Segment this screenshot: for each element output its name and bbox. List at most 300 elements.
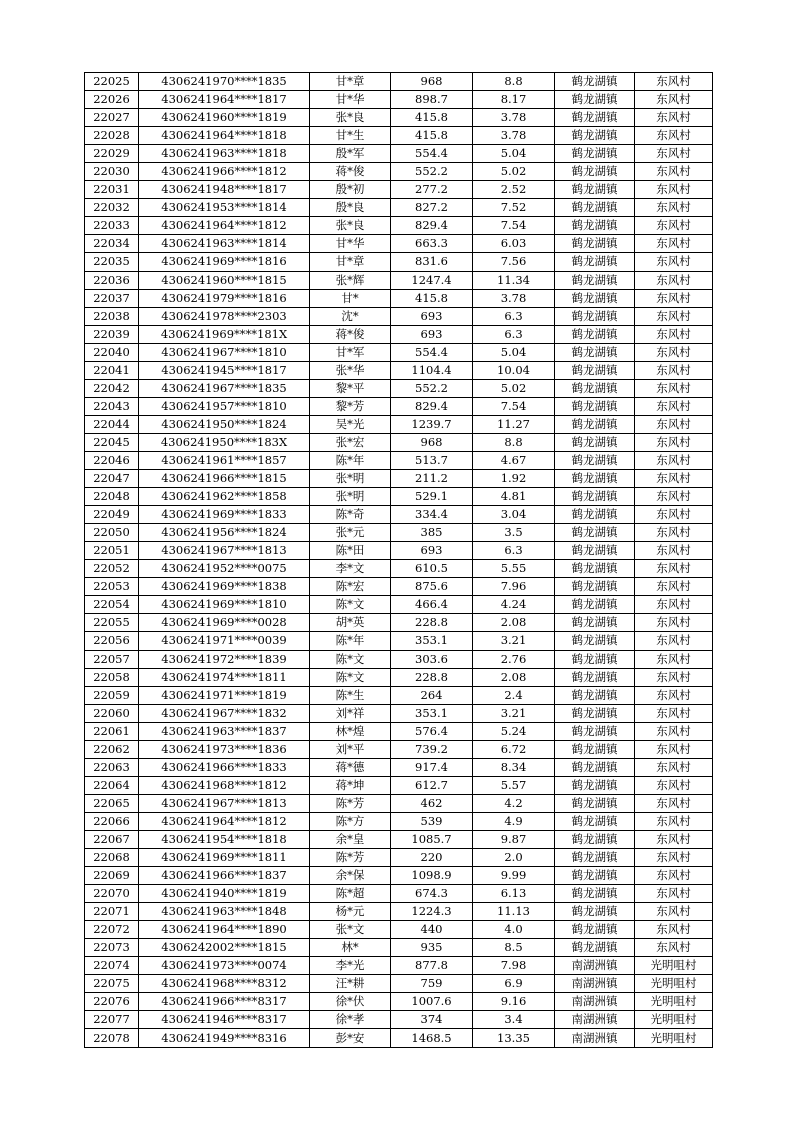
id-number-cell: 4306241968****1812 xyxy=(139,776,310,794)
town-cell: 鹤龙湖镇 xyxy=(555,181,635,199)
id-number-cell: 4306241967****1810 xyxy=(139,343,310,361)
id-number-cell: 4306241945****1817 xyxy=(139,361,310,379)
village-cell: 东风村 xyxy=(635,632,713,650)
town-cell: 鹤龙湖镇 xyxy=(555,253,635,271)
town-cell: 鹤龙湖镇 xyxy=(555,849,635,867)
name-cell: 陈*宏 xyxy=(310,578,391,596)
table-row xyxy=(85,903,713,921)
row-number-cell: 22050 xyxy=(85,524,139,542)
row-number-cell: 22038 xyxy=(85,307,139,325)
area-cell: 7.54 xyxy=(473,397,555,415)
id-number-cell: 4306241973****0074 xyxy=(139,957,310,975)
amount-cell: 829.4 xyxy=(391,217,473,235)
table-row xyxy=(85,397,713,415)
area-cell: 8.8 xyxy=(473,73,555,91)
row-number-cell: 22048 xyxy=(85,488,139,506)
amount-cell: 462 xyxy=(391,794,473,812)
village-cell: 东风村 xyxy=(635,91,713,109)
table-row xyxy=(85,181,713,199)
area-cell: 3.4 xyxy=(473,1011,555,1029)
village-cell: 东风村 xyxy=(635,939,713,957)
amount-cell: 1104.4 xyxy=(391,361,473,379)
id-number-cell: 4306241948****1817 xyxy=(139,181,310,199)
row-number-cell: 22025 xyxy=(85,73,139,91)
amount-cell: 1468.5 xyxy=(391,1029,473,1047)
amount-cell: 554.4 xyxy=(391,145,473,163)
amount-cell: 917.4 xyxy=(391,758,473,776)
village-cell: 东风村 xyxy=(635,921,713,939)
table-row xyxy=(85,524,713,542)
name-cell: 沈* xyxy=(310,307,391,325)
name-cell: 张*华 xyxy=(310,361,391,379)
amount-cell: 353.1 xyxy=(391,704,473,722)
area-cell: 13.35 xyxy=(473,1029,555,1047)
amount-cell: 529.1 xyxy=(391,488,473,506)
village-cell: 东风村 xyxy=(635,524,713,542)
row-number-cell: 22039 xyxy=(85,325,139,343)
town-cell: 鹤龙湖镇 xyxy=(555,903,635,921)
amount-cell: 693 xyxy=(391,325,473,343)
amount-cell: 303.6 xyxy=(391,650,473,668)
area-cell: 1.92 xyxy=(473,470,555,488)
name-cell: 陈*年 xyxy=(310,632,391,650)
name-cell: 陈*文 xyxy=(310,650,391,668)
town-cell: 鹤龙湖镇 xyxy=(555,758,635,776)
town-cell: 鹤龙湖镇 xyxy=(555,470,635,488)
row-number-cell: 22046 xyxy=(85,451,139,469)
row-number-cell: 22069 xyxy=(85,867,139,885)
village-cell: 东风村 xyxy=(635,379,713,397)
name-cell: 殷*军 xyxy=(310,145,391,163)
row-number-cell: 22071 xyxy=(85,903,139,921)
village-cell: 东风村 xyxy=(635,885,713,903)
area-cell: 8.5 xyxy=(473,939,555,957)
name-cell: 李*文 xyxy=(310,560,391,578)
id-number-cell: 4306241966****1815 xyxy=(139,470,310,488)
amount-cell: 612.7 xyxy=(391,776,473,794)
area-cell: 3.78 xyxy=(473,109,555,127)
village-cell: 东风村 xyxy=(635,145,713,163)
name-cell: 张*元 xyxy=(310,524,391,542)
id-number-cell: 4306242002****1815 xyxy=(139,939,310,957)
village-cell: 东风村 xyxy=(635,578,713,596)
row-number-cell: 22036 xyxy=(85,271,139,289)
table-row xyxy=(85,758,713,776)
id-number-cell: 4306241970****1835 xyxy=(139,73,310,91)
row-number-cell: 22068 xyxy=(85,849,139,867)
town-cell: 鹤龙湖镇 xyxy=(555,885,635,903)
town-cell: 南湖洲镇 xyxy=(555,993,635,1011)
amount-cell: 552.2 xyxy=(391,163,473,181)
id-number-cell: 4306241962****1858 xyxy=(139,488,310,506)
table-row xyxy=(85,271,713,289)
town-cell: 鹤龙湖镇 xyxy=(555,776,635,794)
name-cell: 张*明 xyxy=(310,470,391,488)
town-cell: 鹤龙湖镇 xyxy=(555,650,635,668)
area-cell: 11.34 xyxy=(473,271,555,289)
name-cell: 陈*文 xyxy=(310,596,391,614)
amount-cell: 1098.9 xyxy=(391,867,473,885)
row-number-cell: 22026 xyxy=(85,91,139,109)
area-cell: 7.98 xyxy=(473,957,555,975)
table-row xyxy=(85,451,713,469)
area-cell: 5.04 xyxy=(473,145,555,163)
amount-cell: 264 xyxy=(391,686,473,704)
area-cell: 7.54 xyxy=(473,217,555,235)
area-cell: 10.04 xyxy=(473,361,555,379)
area-cell: 7.96 xyxy=(473,578,555,596)
area-cell: 3.04 xyxy=(473,506,555,524)
amount-cell: 898.7 xyxy=(391,91,473,109)
area-cell: 2.76 xyxy=(473,650,555,668)
area-cell: 6.3 xyxy=(473,325,555,343)
name-cell: 彭*安 xyxy=(310,1029,391,1047)
id-number-cell: 4306241969****1838 xyxy=(139,578,310,596)
area-cell: 5.24 xyxy=(473,722,555,740)
name-cell: 陈*文 xyxy=(310,668,391,686)
village-cell: 东风村 xyxy=(635,867,713,885)
village-cell: 东风村 xyxy=(635,830,713,848)
table-body xyxy=(85,73,713,1048)
row-number-cell: 22074 xyxy=(85,957,139,975)
amount-cell: 228.8 xyxy=(391,668,473,686)
town-cell: 鹤龙湖镇 xyxy=(555,560,635,578)
row-number-cell: 22058 xyxy=(85,668,139,686)
name-cell: 黎*芳 xyxy=(310,397,391,415)
village-cell: 东风村 xyxy=(635,127,713,145)
amount-cell: 968 xyxy=(391,73,473,91)
area-cell: 2.4 xyxy=(473,686,555,704)
id-number-cell: 4306241954****1818 xyxy=(139,830,310,848)
amount-cell: 877.8 xyxy=(391,957,473,975)
id-number-cell: 4306241956****1824 xyxy=(139,524,310,542)
area-cell: 4.9 xyxy=(473,812,555,830)
table-row xyxy=(85,993,713,1011)
town-cell: 鹤龙湖镇 xyxy=(555,343,635,361)
data-table xyxy=(84,72,713,1048)
village-cell: 东风村 xyxy=(635,794,713,812)
town-cell: 鹤龙湖镇 xyxy=(555,614,635,632)
row-number-cell: 22077 xyxy=(85,1011,139,1029)
name-cell: 林* xyxy=(310,939,391,957)
town-cell: 鹤龙湖镇 xyxy=(555,794,635,812)
area-cell: 5.57 xyxy=(473,776,555,794)
name-cell: 徐*伏 xyxy=(310,993,391,1011)
village-cell: 东风村 xyxy=(635,849,713,867)
amount-cell: 935 xyxy=(391,939,473,957)
table-row xyxy=(85,542,713,560)
amount-cell: 674.3 xyxy=(391,885,473,903)
row-number-cell: 22070 xyxy=(85,885,139,903)
table-row xyxy=(85,235,713,253)
town-cell: 鹤龙湖镇 xyxy=(555,812,635,830)
row-number-cell: 22072 xyxy=(85,921,139,939)
village-cell: 东风村 xyxy=(635,451,713,469)
area-cell: 5.55 xyxy=(473,560,555,578)
amount-cell: 693 xyxy=(391,542,473,560)
row-number-cell: 22054 xyxy=(85,596,139,614)
row-number-cell: 22032 xyxy=(85,199,139,217)
area-cell: 11.13 xyxy=(473,903,555,921)
amount-cell: 1224.3 xyxy=(391,903,473,921)
id-number-cell: 4306241950****183X xyxy=(139,433,310,451)
table-row xyxy=(85,885,713,903)
village-cell: 东风村 xyxy=(635,686,713,704)
id-number-cell: 4306241963****1814 xyxy=(139,235,310,253)
amount-cell: 415.8 xyxy=(391,289,473,307)
amount-cell: 1007.6 xyxy=(391,993,473,1011)
row-number-cell: 22056 xyxy=(85,632,139,650)
row-number-cell: 22064 xyxy=(85,776,139,794)
id-number-cell: 4306241967****1813 xyxy=(139,542,310,560)
id-number-cell: 4306241957****1810 xyxy=(139,397,310,415)
name-cell: 黎*平 xyxy=(310,379,391,397)
id-number-cell: 4306241966****8317 xyxy=(139,993,310,1011)
id-number-cell: 4306241966****1837 xyxy=(139,867,310,885)
area-cell: 2.08 xyxy=(473,668,555,686)
village-cell: 东风村 xyxy=(635,542,713,560)
village-cell: 东风村 xyxy=(635,73,713,91)
area-cell: 5.02 xyxy=(473,163,555,181)
row-number-cell: 22051 xyxy=(85,542,139,560)
amount-cell: 831.6 xyxy=(391,253,473,271)
village-cell: 东风村 xyxy=(635,506,713,524)
town-cell: 鹤龙湖镇 xyxy=(555,542,635,560)
id-number-cell: 4306241963****1818 xyxy=(139,145,310,163)
row-number-cell: 22060 xyxy=(85,704,139,722)
village-cell: 东风村 xyxy=(635,343,713,361)
village-cell: 东风村 xyxy=(635,307,713,325)
row-number-cell: 22031 xyxy=(85,181,139,199)
name-cell: 殷*初 xyxy=(310,181,391,199)
id-number-cell: 4306241969****1833 xyxy=(139,506,310,524)
village-cell: 东风村 xyxy=(635,470,713,488)
table-row xyxy=(85,614,713,632)
name-cell: 甘*军 xyxy=(310,343,391,361)
amount-cell: 693 xyxy=(391,307,473,325)
row-number-cell: 22035 xyxy=(85,253,139,271)
name-cell: 蒋*德 xyxy=(310,758,391,776)
town-cell: 鹤龙湖镇 xyxy=(555,289,635,307)
table-row xyxy=(85,921,713,939)
name-cell: 张*文 xyxy=(310,921,391,939)
row-number-cell: 22055 xyxy=(85,614,139,632)
row-number-cell: 22066 xyxy=(85,812,139,830)
area-cell: 8.8 xyxy=(473,433,555,451)
id-number-cell: 4306241972****1839 xyxy=(139,650,310,668)
town-cell: 鹤龙湖镇 xyxy=(555,722,635,740)
name-cell: 李*光 xyxy=(310,957,391,975)
table-row xyxy=(85,361,713,379)
town-cell: 鹤龙湖镇 xyxy=(555,686,635,704)
amount-cell: 353.1 xyxy=(391,632,473,650)
area-cell: 3.78 xyxy=(473,127,555,145)
amount-cell: 827.2 xyxy=(391,199,473,217)
village-cell: 东风村 xyxy=(635,614,713,632)
village-cell: 东风村 xyxy=(635,722,713,740)
name-cell: 甘*华 xyxy=(310,91,391,109)
name-cell: 殷*良 xyxy=(310,199,391,217)
amount-cell: 552.2 xyxy=(391,379,473,397)
table-row xyxy=(85,325,713,343)
table-row xyxy=(85,939,713,957)
name-cell: 陈*奇 xyxy=(310,506,391,524)
id-number-cell: 4306241968****8312 xyxy=(139,975,310,993)
town-cell: 鹤龙湖镇 xyxy=(555,939,635,957)
table-row xyxy=(85,704,713,722)
town-cell: 鹤龙湖镇 xyxy=(555,867,635,885)
village-cell: 东风村 xyxy=(635,650,713,668)
village-cell: 东风村 xyxy=(635,253,713,271)
id-number-cell: 4306241953****1814 xyxy=(139,199,310,217)
village-cell: 东风村 xyxy=(635,415,713,433)
name-cell: 甘*生 xyxy=(310,127,391,145)
name-cell: 胡*英 xyxy=(310,614,391,632)
row-number-cell: 22061 xyxy=(85,722,139,740)
village-cell: 东风村 xyxy=(635,596,713,614)
table-row xyxy=(85,91,713,109)
amount-cell: 228.8 xyxy=(391,614,473,632)
amount-cell: 374 xyxy=(391,1011,473,1029)
area-cell: 2.52 xyxy=(473,181,555,199)
area-cell: 6.03 xyxy=(473,235,555,253)
amount-cell: 663.3 xyxy=(391,235,473,253)
table-row xyxy=(85,73,713,91)
town-cell: 鹤龙湖镇 xyxy=(555,127,635,145)
name-cell: 刘*平 xyxy=(310,740,391,758)
area-cell: 3.78 xyxy=(473,289,555,307)
table-row xyxy=(85,343,713,361)
name-cell: 张*辉 xyxy=(310,271,391,289)
name-cell: 甘*章 xyxy=(310,73,391,91)
area-cell: 3.21 xyxy=(473,632,555,650)
amount-cell: 513.7 xyxy=(391,451,473,469)
id-number-cell: 4306241967****1832 xyxy=(139,704,310,722)
village-cell: 东风村 xyxy=(635,235,713,253)
village-cell: 东风村 xyxy=(635,433,713,451)
table-row xyxy=(85,145,713,163)
town-cell: 鹤龙湖镇 xyxy=(555,109,635,127)
table-row xyxy=(85,740,713,758)
name-cell: 甘* xyxy=(310,289,391,307)
table-row xyxy=(85,686,713,704)
row-number-cell: 22073 xyxy=(85,939,139,957)
name-cell: 陈*年 xyxy=(310,451,391,469)
area-cell: 3.21 xyxy=(473,704,555,722)
village-cell: 东风村 xyxy=(635,325,713,343)
id-number-cell: 4306241969****1816 xyxy=(139,253,310,271)
village-cell: 东风村 xyxy=(635,776,713,794)
id-number-cell: 4306241979****1816 xyxy=(139,289,310,307)
name-cell: 蒋*俊 xyxy=(310,325,391,343)
name-cell: 吴*光 xyxy=(310,415,391,433)
name-cell: 余*保 xyxy=(310,867,391,885)
amount-cell: 759 xyxy=(391,975,473,993)
town-cell: 鹤龙湖镇 xyxy=(555,433,635,451)
table-row xyxy=(85,199,713,217)
table-row xyxy=(85,849,713,867)
amount-cell: 277.2 xyxy=(391,181,473,199)
table-row xyxy=(85,596,713,614)
row-number-cell: 22047 xyxy=(85,470,139,488)
area-cell: 4.0 xyxy=(473,921,555,939)
town-cell: 南湖洲镇 xyxy=(555,957,635,975)
amount-cell: 554.4 xyxy=(391,343,473,361)
id-number-cell: 4306241969****181X xyxy=(139,325,310,343)
name-cell: 张*良 xyxy=(310,217,391,235)
amount-cell: 385 xyxy=(391,524,473,542)
amount-cell: 220 xyxy=(391,849,473,867)
village-cell: 东风村 xyxy=(635,289,713,307)
row-number-cell: 22052 xyxy=(85,560,139,578)
village-cell: 东风村 xyxy=(635,668,713,686)
area-cell: 2.0 xyxy=(473,849,555,867)
town-cell: 鹤龙湖镇 xyxy=(555,325,635,343)
table-row xyxy=(85,668,713,686)
village-cell: 东风村 xyxy=(635,758,713,776)
area-cell: 6.3 xyxy=(473,307,555,325)
row-number-cell: 22076 xyxy=(85,993,139,1011)
town-cell: 鹤龙湖镇 xyxy=(555,668,635,686)
row-number-cell: 22034 xyxy=(85,235,139,253)
table-row xyxy=(85,253,713,271)
id-number-cell: 4306241966****1812 xyxy=(139,163,310,181)
table-row xyxy=(85,109,713,127)
amount-cell: 415.8 xyxy=(391,109,473,127)
table-row xyxy=(85,289,713,307)
id-number-cell: 4306241964****1817 xyxy=(139,91,310,109)
name-cell: 徐*孝 xyxy=(310,1011,391,1029)
area-cell: 6.13 xyxy=(473,885,555,903)
amount-cell: 576.4 xyxy=(391,722,473,740)
id-number-cell: 4306241963****1848 xyxy=(139,903,310,921)
town-cell: 鹤龙湖镇 xyxy=(555,578,635,596)
table-row xyxy=(85,506,713,524)
town-cell: 鹤龙湖镇 xyxy=(555,271,635,289)
id-number-cell: 4306241966****1833 xyxy=(139,758,310,776)
row-number-cell: 22043 xyxy=(85,397,139,415)
area-cell: 7.56 xyxy=(473,253,555,271)
village-cell: 光明咀村 xyxy=(635,957,713,975)
id-number-cell: 4306241964****1812 xyxy=(139,217,310,235)
village-cell: 东风村 xyxy=(635,361,713,379)
amount-cell: 211.2 xyxy=(391,470,473,488)
area-cell: 9.87 xyxy=(473,830,555,848)
area-cell: 5.02 xyxy=(473,379,555,397)
amount-cell: 440 xyxy=(391,921,473,939)
id-number-cell: 4306241964****1890 xyxy=(139,921,310,939)
amount-cell: 539 xyxy=(391,812,473,830)
table-row xyxy=(85,1011,713,1029)
town-cell: 南湖洲镇 xyxy=(555,1029,635,1047)
row-number-cell: 22040 xyxy=(85,343,139,361)
id-number-cell: 4306241952****0075 xyxy=(139,560,310,578)
town-cell: 鹤龙湖镇 xyxy=(555,830,635,848)
village-cell: 东风村 xyxy=(635,397,713,415)
area-cell: 4.2 xyxy=(473,794,555,812)
town-cell: 南湖洲镇 xyxy=(555,1011,635,1029)
id-number-cell: 4306241969****1810 xyxy=(139,596,310,614)
row-number-cell: 22053 xyxy=(85,578,139,596)
id-number-cell: 4306241960****1815 xyxy=(139,271,310,289)
town-cell: 鹤龙湖镇 xyxy=(555,488,635,506)
row-number-cell: 22075 xyxy=(85,975,139,993)
town-cell: 鹤龙湖镇 xyxy=(555,415,635,433)
town-cell: 鹤龙湖镇 xyxy=(555,163,635,181)
amount-cell: 1085.7 xyxy=(391,830,473,848)
table-row xyxy=(85,957,713,975)
table-row xyxy=(85,415,713,433)
